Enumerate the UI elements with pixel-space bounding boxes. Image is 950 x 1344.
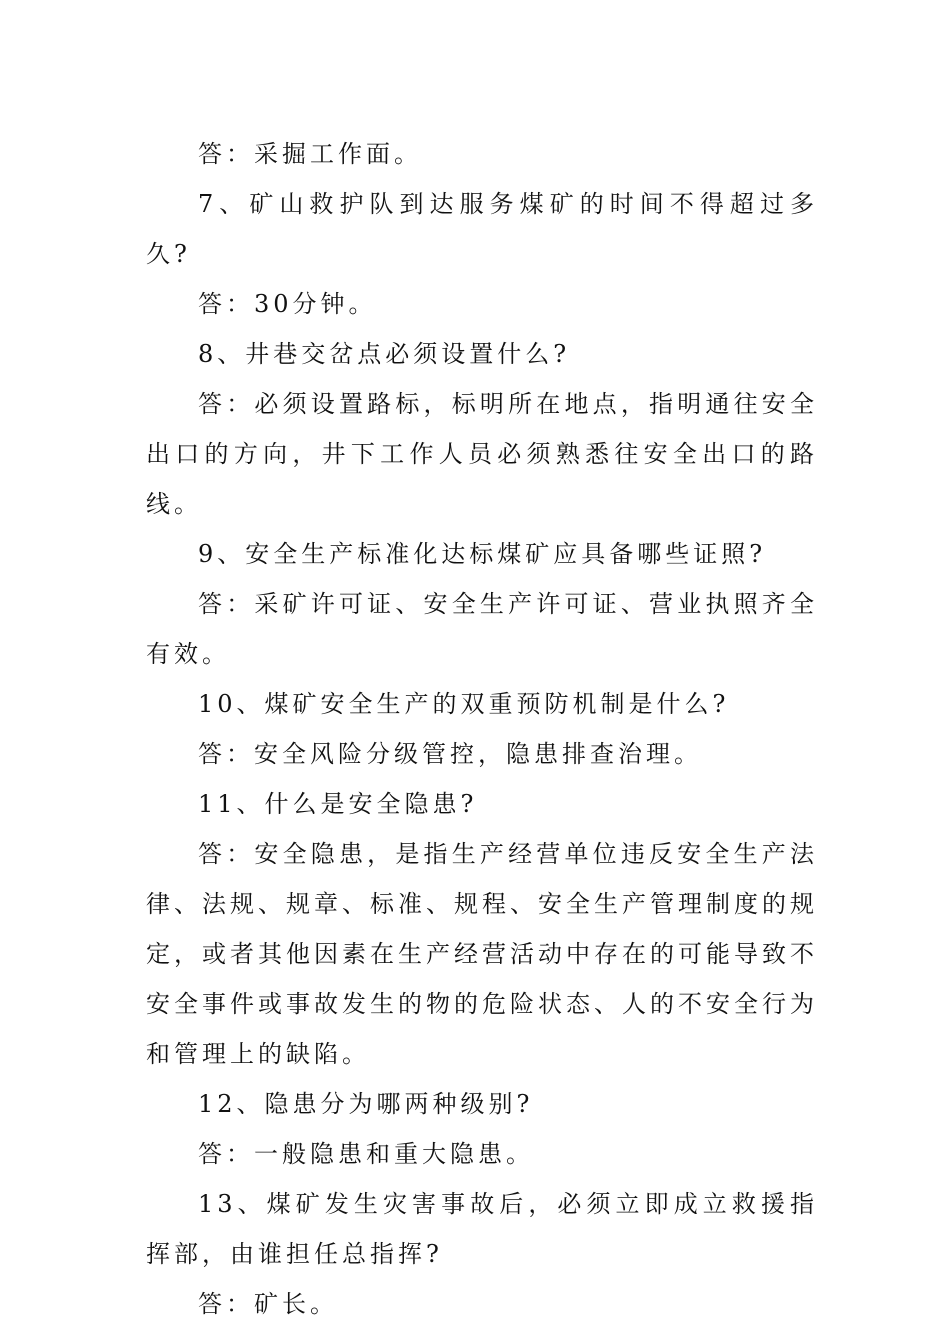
answer-paragraph: 答：必须设置路标，标明所在地点，指明通往安全出口的方向，井下工作人员必须熟悉往安全出口的路线。 <box>146 390 818 518</box>
answer-paragraph: 答：安全隐患，是指生产经营单位违反安全生产法律、法规、规章、标准、规程、安全生产管理制度的规定，或者其他因素在生产经营活动中存在的可能导致不安全事件或事故发生的物的危险状态、人的不安全行为和管理上的缺陷。 <box>146 840 818 1068</box>
answer-paragraph: 答：矿长。 <box>198 1290 338 1318</box>
answer-paragraph: 答：采掘工作面。 <box>198 140 422 168</box>
question-paragraph: 10、煤矿安全生产的双重预防机制是什么? <box>198 690 730 718</box>
question-paragraph: 8、井巷交岔点必须设置什么? <box>198 340 571 368</box>
question-paragraph: 12、隐患分为哪两种级别? <box>198 1090 534 1118</box>
answer-paragraph: 答：采矿许可证、安全生产许可证、营业执照齐全有效。 <box>146 590 818 668</box>
answer-paragraph: 答：安全风险分级管控，隐患排查治理。 <box>198 740 702 768</box>
answer-paragraph: 答：30分钟。 <box>198 290 377 318</box>
question-paragraph: 7、矿山救护队到达服务煤矿的时间不得超过多久? <box>146 190 818 268</box>
question-paragraph: 13、煤矿发生灾害事故后，必须立即成立救援指挥部，由谁担任总指挥? <box>146 1190 818 1268</box>
answer-paragraph: 答：一般隐患和重大隐患。 <box>198 1140 534 1168</box>
question-paragraph: 11、什么是安全隐患? <box>198 790 478 818</box>
question-paragraph: 9、安全生产标准化达标煤矿应具备哪些证照? <box>198 540 767 568</box>
document-body <box>146 129 818 1329</box>
